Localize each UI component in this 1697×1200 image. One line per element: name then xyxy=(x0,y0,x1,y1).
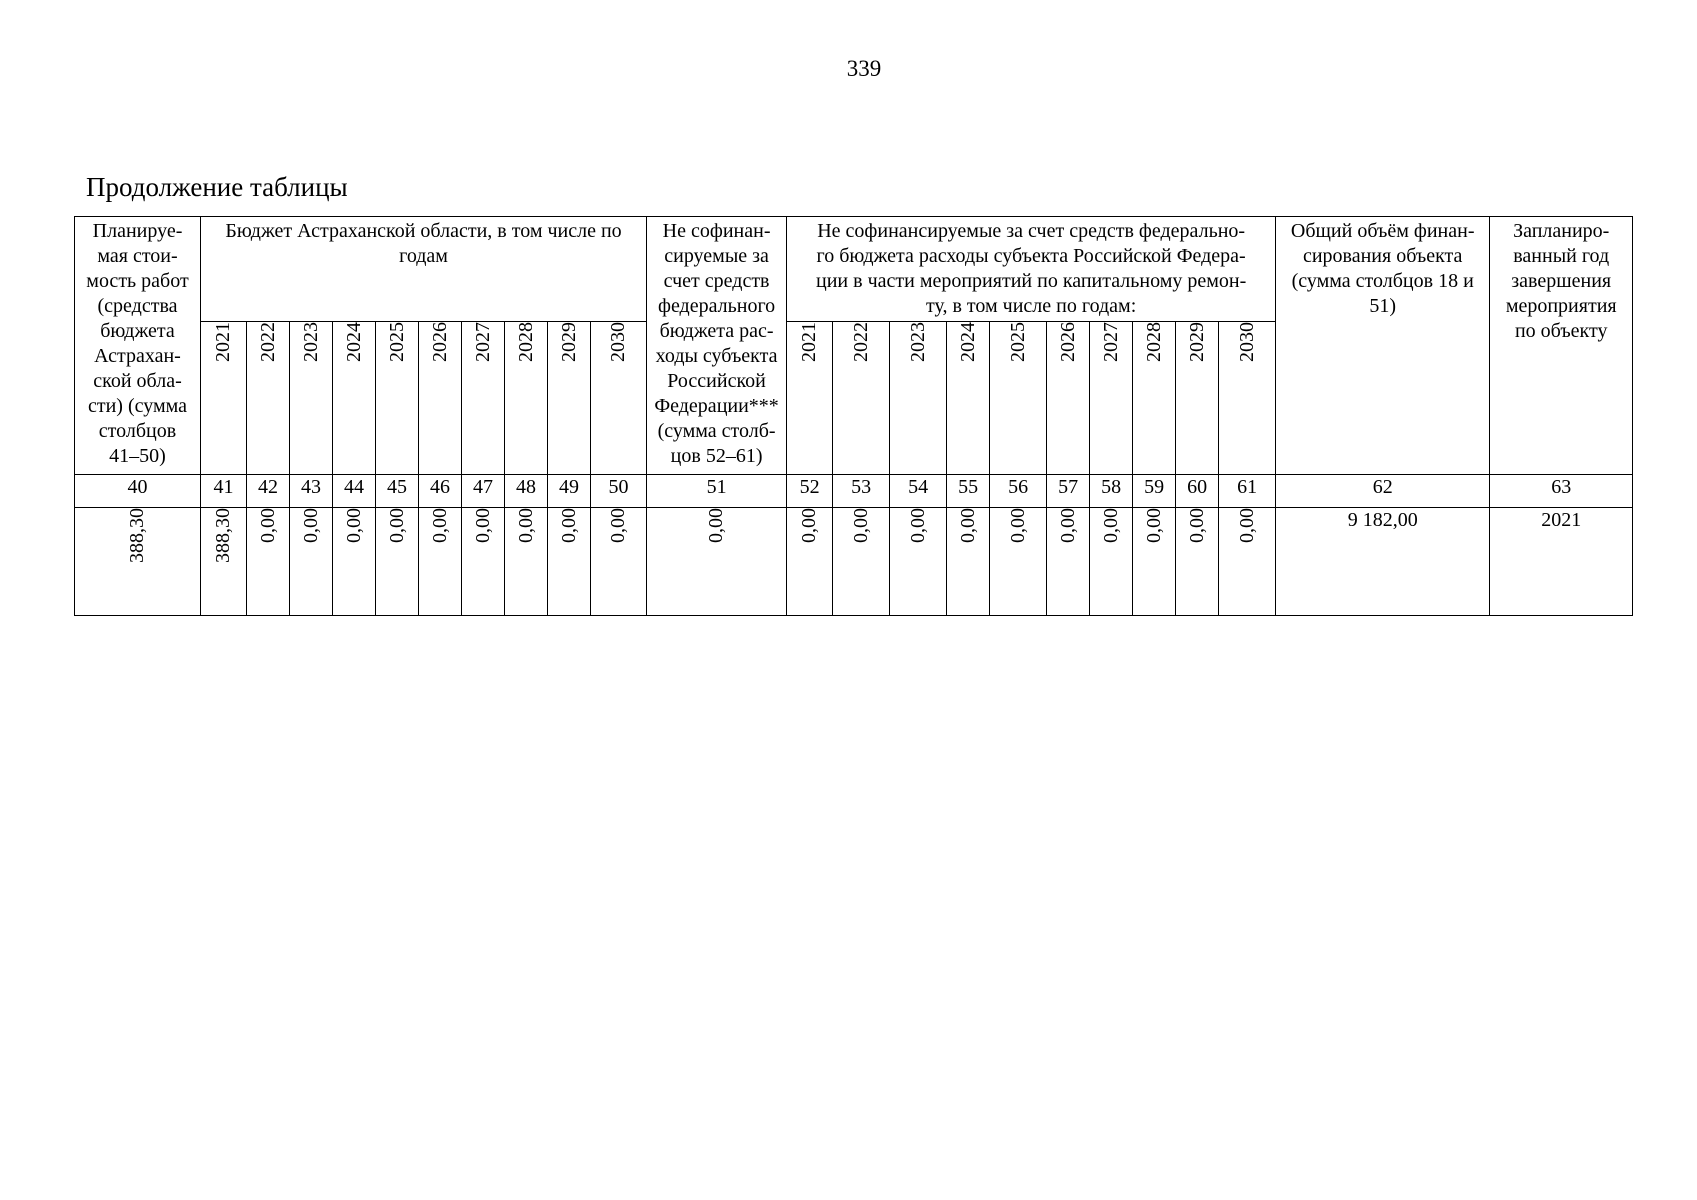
data-cell: 0,00 xyxy=(647,508,787,616)
data-cell: 0,00 xyxy=(462,508,505,616)
column-number: 56 xyxy=(990,475,1047,508)
header-line: мость работ xyxy=(86,270,189,292)
header-line: ванный год xyxy=(1513,245,1610,267)
capital-year-header: 2024 xyxy=(947,322,990,475)
capital-year-header: 2027 xyxy=(1090,322,1133,475)
data-cell: 388,30 xyxy=(201,508,247,616)
header-line: (средства xyxy=(97,295,178,317)
column-number: 63 xyxy=(1490,475,1633,508)
column-number: 59 xyxy=(1133,475,1176,508)
column-number: 47 xyxy=(462,475,505,508)
column-number: 57 xyxy=(1047,475,1090,508)
data-cell: 0,00 xyxy=(833,508,890,616)
capital-year-header: 2029 xyxy=(1176,322,1219,475)
header-planned-cost xyxy=(75,217,201,475)
header-line: сирования объекта xyxy=(1302,245,1463,267)
data-cell: 0,00 xyxy=(1047,508,1090,616)
capital-year-header: 2022 xyxy=(833,322,890,475)
column-number: 62 xyxy=(1276,475,1490,508)
data-cell: 0,00 xyxy=(1219,508,1276,616)
budget-year-header: 2026 xyxy=(419,322,462,475)
table-caption: Продолжение таблицы xyxy=(86,172,348,202)
header-not-cofinanced-capital xyxy=(787,217,1276,322)
column-number: 45 xyxy=(376,475,419,508)
header-line: Планируе- xyxy=(92,220,183,242)
data-cell: 0,00 xyxy=(1090,508,1133,616)
budget-year-header: 2030 xyxy=(591,322,647,475)
header-not-cofinanced xyxy=(647,217,787,475)
column-number: 61 xyxy=(1219,475,1276,508)
column-number: 41 xyxy=(201,475,247,508)
data-cell: 0,00 xyxy=(1176,508,1219,616)
header-line: 41–50) xyxy=(109,445,166,467)
data-cell: 0,00 xyxy=(591,508,647,616)
header-line: 51) xyxy=(1369,295,1397,317)
header-line: бюджета рас- xyxy=(659,320,774,342)
budget-year-header: 2023 xyxy=(290,322,333,475)
capital-year-header: 2021 xyxy=(787,322,833,475)
header-line: Общий объём финан- xyxy=(1290,220,1475,242)
header-line: бюджета xyxy=(100,320,175,342)
capital-year-header: 2030 xyxy=(1219,322,1276,475)
column-number: 50 xyxy=(591,475,647,508)
header-line: столбцов xyxy=(98,420,177,442)
header-line: Запланиро- xyxy=(1513,220,1610,242)
data-cell: 0,00 xyxy=(333,508,376,616)
column-number: 42 xyxy=(247,475,290,508)
data-cell: 388,30 xyxy=(75,508,201,616)
capital-year-header: 2026 xyxy=(1047,322,1090,475)
data-cell: 0,00 xyxy=(247,508,290,616)
data-cell: 0,00 xyxy=(787,508,833,616)
capital-year-header: 2025 xyxy=(990,322,1047,475)
budget-year-header: 2021 xyxy=(201,322,247,475)
header-line: Федерации*** xyxy=(654,395,779,417)
data-cell: 0,00 xyxy=(1133,508,1176,616)
header-line: Астрахан- xyxy=(94,345,181,367)
header-line: сти) (сумма xyxy=(87,395,188,417)
page-number: 339 xyxy=(846,56,882,81)
header-total-volume xyxy=(1276,217,1490,475)
column-number: 46 xyxy=(419,475,462,508)
data-cell: 0,00 xyxy=(419,508,462,616)
header-line: ции в части мероприятий по капитальному ремон- xyxy=(816,270,1247,292)
header-line: (сумма столб- xyxy=(657,420,776,442)
header-line: годам xyxy=(399,245,448,267)
column-number: 60 xyxy=(1176,475,1219,508)
header-line: (сумма столбцов 18 и xyxy=(1291,270,1474,292)
data-cell: 0,00 xyxy=(290,508,333,616)
column-number: 58 xyxy=(1090,475,1133,508)
data-cell: 0,00 xyxy=(890,508,947,616)
header-astrakhan-budget xyxy=(201,217,647,322)
budget-year-header: 2024 xyxy=(333,322,376,475)
data-cell: 0,00 xyxy=(990,508,1047,616)
budget-year-header: 2022 xyxy=(247,322,290,475)
header-line: Российской xyxy=(667,370,766,392)
header-line: ской обла- xyxy=(93,370,182,392)
column-number: 49 xyxy=(548,475,591,508)
column-number: 40 xyxy=(75,475,201,508)
header-line: ходы субъекта xyxy=(655,345,778,367)
column-number: 43 xyxy=(290,475,333,508)
header-line: по объекту xyxy=(1514,320,1608,342)
column-number: 55 xyxy=(947,475,990,508)
planned-year-value: 2021 xyxy=(1490,508,1633,616)
column-number: 44 xyxy=(333,475,376,508)
header-line: Не софинансируемые за счет средств федерально- xyxy=(817,220,1246,242)
header-line: го бюджета расходы субъекта Российской Федера- xyxy=(816,245,1246,267)
header-row-main xyxy=(75,217,1633,322)
header-line: мероприятия xyxy=(1505,295,1617,317)
budget-table xyxy=(74,216,1633,616)
total-volume-value: 9 182,00 xyxy=(1276,508,1490,616)
column-number-row xyxy=(75,475,1633,508)
header-line: федерального xyxy=(657,295,776,317)
data-cell: 0,00 xyxy=(947,508,990,616)
data-cell: 0,00 xyxy=(505,508,548,616)
header-line: Не софинан- xyxy=(662,220,771,242)
data-row xyxy=(75,508,1633,616)
header-line: Бюджет Астраханской области, в том числе по xyxy=(225,220,622,242)
column-number: 48 xyxy=(505,475,548,508)
capital-year-header: 2023 xyxy=(890,322,947,475)
header-planned-year xyxy=(1490,217,1633,475)
header-line: завершения xyxy=(1511,270,1612,292)
data-cell: 0,00 xyxy=(548,508,591,616)
budget-year-header: 2027 xyxy=(462,322,505,475)
header-line: цов 52–61) xyxy=(670,445,763,467)
header-line: счет средств xyxy=(663,270,770,292)
budget-year-header: 2029 xyxy=(548,322,591,475)
budget-year-header: 2025 xyxy=(376,322,419,475)
column-number: 51 xyxy=(647,475,787,508)
column-number: 52 xyxy=(787,475,833,508)
data-cell: 0,00 xyxy=(376,508,419,616)
header-line: сируемые за xyxy=(664,245,769,267)
capital-year-header: 2028 xyxy=(1133,322,1176,475)
header-line: мая стои- xyxy=(97,245,178,267)
column-number: 53 xyxy=(833,475,890,508)
header-line: ту, в том числе по годам: xyxy=(926,295,1137,317)
budget-year-header: 2028 xyxy=(505,322,548,475)
column-number: 54 xyxy=(890,475,947,508)
